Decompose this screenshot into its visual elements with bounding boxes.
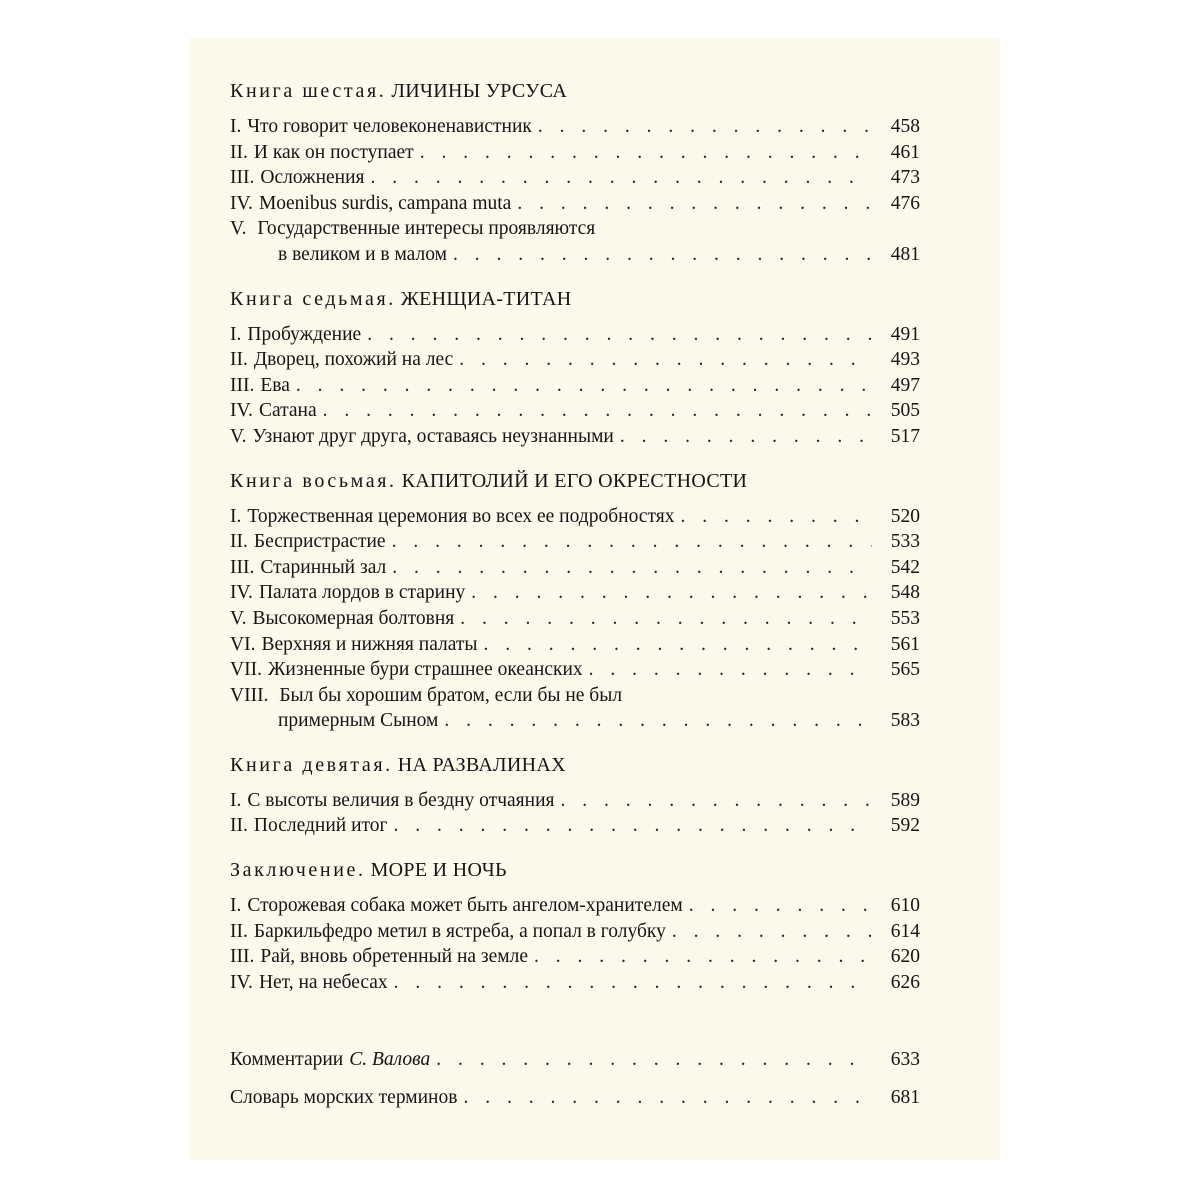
chapter-title: Пробуждение xyxy=(247,323,362,345)
page-number: 583 xyxy=(890,710,920,732)
chapter-title: Дворец, похожий на лес xyxy=(253,349,454,371)
chapter-title-continuation: примерным Сыном xyxy=(278,710,439,732)
toc-entry xyxy=(230,504,920,530)
dot-leader xyxy=(323,398,872,424)
chapter-title: Последний итог xyxy=(253,815,388,837)
toc-entry xyxy=(230,347,920,373)
page-number: 458 xyxy=(890,116,920,137)
toc-entry xyxy=(230,944,920,970)
dot-leader xyxy=(296,373,872,399)
chapter-title: Палата лордов в старину xyxy=(258,582,466,604)
chapter-title: Сатана xyxy=(258,400,317,422)
section-label: Книга шестая. xyxy=(230,80,387,102)
chapter-number: V. xyxy=(230,218,247,240)
dot-leader xyxy=(436,1047,872,1073)
page-number: 520 xyxy=(890,505,920,527)
chapter-title: С высоты величия в бездну отчаяния xyxy=(247,789,555,811)
chapter-number: V. xyxy=(230,607,247,629)
chapter-title: Высокомерная болтовня xyxy=(252,607,455,629)
page-number: 626 xyxy=(890,971,920,993)
toc-entry xyxy=(230,580,920,606)
dot-leader xyxy=(463,1085,872,1111)
page-number: 610 xyxy=(890,895,920,917)
chapter-title: Сторожевая собака может быть ангелом-хранителем xyxy=(247,895,683,917)
chapter-title: Рай, вновь обретенный на земле xyxy=(260,946,528,968)
page-number: 561 xyxy=(890,633,920,655)
section-title: ЖЕНЩИА-ТИТАН xyxy=(400,287,572,310)
page-number: 542 xyxy=(890,556,920,578)
toc-entry xyxy=(230,140,920,166)
page-number: 517 xyxy=(890,425,920,447)
chapter-title: Старинный зал xyxy=(260,556,387,578)
dot-leader xyxy=(444,708,872,734)
toc-entry xyxy=(230,424,920,450)
dot-leader xyxy=(471,580,872,606)
page-number: 592 xyxy=(890,815,920,837)
dot-leader xyxy=(394,970,872,996)
dot-leader xyxy=(517,191,872,217)
toc-entry xyxy=(230,657,920,683)
dot-leader xyxy=(453,242,872,268)
commentary-author: С. Валова xyxy=(349,1049,431,1071)
section-label: Книга восьмая. xyxy=(230,469,397,492)
section-heading xyxy=(230,78,920,104)
page-number: 589 xyxy=(890,789,920,811)
chapter-title: И как он поступает xyxy=(253,141,414,163)
section-label: Заключение. xyxy=(230,859,366,882)
page-number: 548 xyxy=(890,582,920,604)
dot-leader xyxy=(560,788,872,814)
chapter-number: I. xyxy=(230,895,242,917)
toc-entry xyxy=(230,893,920,919)
page-number: 493 xyxy=(890,349,920,371)
chapter-title: Государственные интересы проявляются xyxy=(257,218,596,240)
dot-leader xyxy=(534,944,872,970)
toc-entry xyxy=(230,216,920,242)
dot-leader xyxy=(392,555,872,581)
chapter-title: Жизненные бури страшнее океанских xyxy=(267,659,583,681)
chapter-number: I. xyxy=(230,116,242,137)
dot-leader xyxy=(460,606,872,632)
dot-leader xyxy=(484,632,872,658)
chapter-number: II. xyxy=(230,815,248,837)
chapter-number: IV. xyxy=(230,192,253,214)
toc-entry xyxy=(230,788,920,814)
chapter-number: I. xyxy=(230,789,242,811)
page-number: 461 xyxy=(890,141,920,163)
back-matter xyxy=(230,1047,920,1110)
section-heading xyxy=(230,286,920,312)
dot-leader xyxy=(680,504,872,530)
dot-leader xyxy=(620,424,872,450)
glossary-title: Словарь морских терминов xyxy=(230,1087,458,1109)
chapter-number: III. xyxy=(230,167,255,189)
dot-leader xyxy=(589,657,872,683)
toc-entry-continuation xyxy=(230,242,920,268)
chapter-title: Верхняя и нижняя палаты xyxy=(261,633,478,655)
dot-leader xyxy=(689,893,872,919)
section-title: НА РАЗВАЛИНАХ xyxy=(397,753,566,776)
toc-entry xyxy=(230,529,920,555)
chapter-number: I. xyxy=(230,323,242,345)
chapter-number: II. xyxy=(230,349,248,371)
dot-leader xyxy=(392,529,872,555)
toc-entry xyxy=(230,398,920,424)
chapter-title: Ева xyxy=(260,374,290,396)
page-number: 533 xyxy=(890,531,920,553)
toc-entry xyxy=(230,191,920,217)
page-number: 553 xyxy=(890,607,920,629)
toc-entry xyxy=(230,373,920,399)
toc-entry-commentary xyxy=(230,1047,920,1073)
dot-leader xyxy=(538,114,872,140)
toc-entry xyxy=(230,683,920,709)
chapter-number: II. xyxy=(230,531,248,553)
chapter-number: III. xyxy=(230,946,255,968)
chapter-number: VI. xyxy=(230,633,256,655)
page-number: 473 xyxy=(890,167,920,189)
page-number: 565 xyxy=(890,659,920,681)
chapter-title: Торжественная церемония во всех ее подробностях xyxy=(247,505,675,527)
toc-entry xyxy=(230,919,920,945)
table-of-contents xyxy=(230,78,920,1123)
page-number: 633 xyxy=(890,1049,920,1071)
section-label: Книга девятая. xyxy=(230,753,393,776)
dot-leader xyxy=(394,813,872,839)
toc-entry xyxy=(230,813,920,839)
chapter-number: III. xyxy=(230,374,255,396)
toc-entry xyxy=(230,632,920,658)
chapter-number: II. xyxy=(230,920,248,942)
chapter-title: Осложнения xyxy=(260,167,365,189)
toc-entry xyxy=(230,165,920,191)
chapter-number: IV. xyxy=(230,971,253,993)
section-label: Книга седьмая. xyxy=(230,287,396,310)
chapter-number: IV. xyxy=(230,400,253,422)
dot-leader xyxy=(367,322,872,348)
dot-leader xyxy=(420,140,872,166)
chapter-title: Что говорит человеконенавистник xyxy=(247,116,532,137)
page-number: 481 xyxy=(890,243,920,265)
toc-entry xyxy=(230,606,920,632)
chapter-title: Беспристрастие xyxy=(253,531,386,553)
dot-leader xyxy=(672,919,872,945)
chapter-title: Узнают друг друга, оставаясь неузнанными xyxy=(252,425,614,447)
section-title: МОРЕ И НОЧЬ xyxy=(370,859,507,882)
page-number: 476 xyxy=(890,192,920,214)
chapter-number: I. xyxy=(230,505,242,527)
commentary-title: Комментарии xyxy=(230,1049,344,1071)
toc-entry xyxy=(230,322,920,348)
toc-entry xyxy=(230,114,920,140)
chapter-number: VII. xyxy=(230,659,262,681)
section-heading xyxy=(230,752,920,778)
page-number: 505 xyxy=(890,400,920,422)
page-number: 497 xyxy=(890,374,920,396)
chapter-title-continuation: в великом и в малом xyxy=(278,243,447,265)
chapter-title: Moenibus surdis, campana muta xyxy=(258,192,512,214)
toc-entry xyxy=(230,555,920,581)
chapter-title: Нет, на небесах xyxy=(258,971,388,993)
chapter-number: V. xyxy=(230,425,247,447)
page-number: 491 xyxy=(890,323,920,345)
toc-entry-glossary xyxy=(230,1085,920,1111)
page-number: 620 xyxy=(890,946,920,968)
chapter-title: Был бы хорошим братом, если бы не был xyxy=(279,684,623,706)
toc-entry xyxy=(230,970,920,996)
chapter-number: II. xyxy=(230,141,248,163)
chapter-number: IV. xyxy=(230,582,253,604)
chapter-title: Баркильфедро метил в ястреба, а попал в голубку xyxy=(253,920,666,942)
book-page xyxy=(190,38,1000,1160)
page-number: 681 xyxy=(890,1087,920,1109)
section-heading xyxy=(230,468,920,494)
dot-leader xyxy=(459,347,872,373)
section-heading xyxy=(230,857,920,883)
section-title: ЛИЧИНЫ УРСУСА xyxy=(391,80,568,102)
toc-entry-continuation xyxy=(230,708,920,734)
chapter-number: III. xyxy=(230,556,255,578)
section-title: КАПИТОЛИЙ И ЕГО ОКРЕСТНОСТИ xyxy=(401,469,748,492)
page-number: 614 xyxy=(890,920,920,942)
chapter-number: VIII. xyxy=(230,684,269,706)
dot-leader xyxy=(371,165,873,191)
